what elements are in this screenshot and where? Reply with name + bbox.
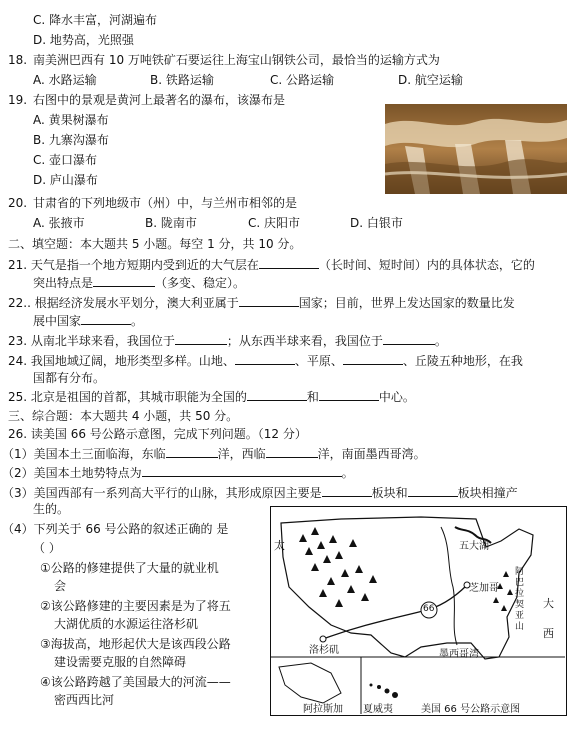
q25-line: [8, 388, 415, 405]
q26-part2-text-b: 。: [341, 466, 354, 480]
q19-option-d: D. 庐山瀑布: [33, 173, 98, 187]
q21-text-d: （多变、稳定）。: [155, 276, 246, 290]
map-caption: 美国 66 号公路示意图: [421, 704, 521, 715]
q21-blank-1[interactable]: [259, 256, 319, 269]
q26-option-2-line2: 大湖优质的水源运往洛杉矶: [54, 617, 199, 631]
q22-line1: [8, 294, 515, 311]
q19-option-c: C. 壶口瀑布: [33, 153, 98, 167]
q24-text-c: 、丘陵五种地形，在我: [402, 354, 523, 368]
section-2-heading: 二、填空题：本大题共 5 小题。每空 1 分，共 10 分。: [8, 237, 302, 251]
alaska-shape: [279, 663, 341, 703]
q22-text-b: 国家；目前，世界上发达国家的数量比发: [298, 296, 515, 310]
q26-part3: [2, 484, 518, 501]
q25-text-c: 中心。: [378, 390, 415, 404]
q26-option-4-line2: 密西西比河: [54, 693, 115, 707]
q21-text-c: 突出特点是: [33, 276, 94, 290]
q26-part3-text-c: 板块相撞产: [457, 486, 518, 500]
waterfall-photo: [385, 104, 567, 194]
q26-blank-plate-2[interactable]: [408, 484, 458, 497]
q24-line1: [8, 352, 523, 369]
map-label-hawaii: 夏威夷: [363, 704, 393, 715]
q24-blank-1[interactable]: [235, 352, 295, 365]
q20-option-a: A. 张掖市: [33, 216, 85, 230]
q26-part1-text-a: （1）美国本土三面临海，东临: [2, 447, 166, 461]
q26-part3-text-b: 板块和: [371, 486, 408, 500]
q26-option-1-line1: ①公路的修建提供了大量的就业机: [40, 561, 219, 575]
q18-option-a: A. 水路运输: [33, 73, 97, 87]
q20-option-c: C. 庆阳市: [248, 216, 301, 230]
q22-blank-1[interactable]: [239, 294, 299, 307]
section-3-heading: 三、综合题：本大题共 4 小题，共 50 分。: [8, 409, 239, 423]
q21-blank-2[interactable]: [93, 274, 155, 287]
q20-text: 甘肃省的下列地级市（州）中，与兰州市相邻的是: [33, 196, 298, 210]
q24-text-b: 、平原、: [294, 354, 343, 368]
q26-blank-terrain[interactable]: [142, 464, 342, 477]
q21-text-b: （长时间、短时间）内的具体状态，它的: [318, 258, 535, 272]
q18-number: 18.: [8, 53, 28, 67]
map-label-alaska: 阿拉斯加: [303, 704, 343, 715]
q22-blank-2[interactable]: [81, 312, 131, 325]
map-label-route-66: 66: [423, 604, 435, 614]
map-label-chicago: 芝加哥: [469, 583, 499, 594]
q23-text-a: 23. 从南北半球来看，我国位于: [8, 334, 175, 348]
mountains-west: [299, 527, 377, 607]
q21-text-a: 21. 天气是指一个地方短期内受到近的大气层在: [8, 258, 259, 272]
map-label-pacific: 太: [274, 539, 285, 552]
q26-option-4-line1: ④该公路跨越了美国最大的河流——: [40, 675, 231, 689]
q26-option-3-line2: 建设需要克服的自然障碍: [54, 655, 187, 669]
q22-text-c: 展中国家: [33, 314, 82, 328]
q22-text-a: 22.. 根据经济发展水平划分，澳大利亚属于: [8, 296, 239, 310]
q17-option-c: C. 降水丰富，河湖遍布: [33, 13, 158, 27]
map-label-atlantic-2: 西: [543, 627, 554, 640]
q24-blank-2[interactable]: [343, 352, 403, 365]
q26-option-3-line1: ③海拔高，地形起伏大是该西段公路: [40, 637, 231, 651]
q19-text: 右图中的景观是黄河上最著名的瀑布，该瀑布是: [33, 93, 286, 107]
q20-number: 20.: [8, 196, 28, 210]
map-label-great-lakes: 五大湖: [459, 541, 489, 552]
q26-part2: [2, 464, 354, 481]
q26-part1-text-c: 洋，南面墨西哥湾。: [317, 447, 426, 461]
q21-line2: [33, 274, 245, 291]
q21-line1: [8, 256, 535, 273]
map-label-appalachian: 阿 巴 拉 契 亚 山: [515, 567, 525, 632]
q26-part1: [2, 445, 426, 462]
q23-line: [8, 332, 447, 349]
q22-text-d: 。: [131, 314, 144, 328]
q18-option-c: C. 公路运输: [270, 73, 335, 87]
q26-part2-text-a: （2）美国本土地势特点为: [2, 466, 142, 480]
q17-option-d: D. 地势高，光照强: [33, 33, 134, 47]
q26-blank-east-ocean[interactable]: [166, 445, 218, 458]
mississippi-river: [441, 527, 457, 645]
q23-blank-1[interactable]: [175, 332, 227, 345]
q26-part4-answer-paren[interactable]: （ ）: [33, 541, 61, 555]
q25-text-b: 和: [306, 390, 319, 404]
q18-text: 南美洲巴西有 10 万吨铁矿石要运往上海宝山钢铁公司，最恰当的运输方式为: [33, 53, 440, 67]
q25-text-a: 25. 北京是祖国的首都，其城市职能为全国的: [8, 390, 247, 404]
q26-heading: 26. 读美国 66 号公路示意图，完成下列问题。（12 分）: [8, 427, 307, 441]
q20-option-b: B. 陇南市: [145, 216, 197, 230]
q26-part3-text-a: （3）美国西部有一系列高大平行的山脉，其形成原因主要是: [2, 486, 322, 500]
q26-part3-cont: 生的。: [33, 502, 70, 516]
q18-option-b: B. 铁路运输: [150, 73, 214, 87]
q26-blank-plate-1[interactable]: [322, 484, 372, 497]
q19-option-a: A. 黄果树瀑布: [33, 113, 109, 127]
map-label-gulf-of-mexico: 墨西哥湾: [439, 649, 479, 660]
us-route-66-map: [270, 506, 567, 716]
q19-number: 19.: [8, 93, 28, 107]
hawaii-islands: [370, 684, 399, 699]
q24-text-a: 24. 我国地域辽阔，地形类型多样。山地、: [8, 354, 235, 368]
q26-part1-text-b: 洋，西临: [217, 447, 266, 461]
q26-part4-stem: （4）下列关于 66 号公路的叙述正确的 是: [2, 522, 229, 536]
map-label-los-angeles: 洛杉矶: [309, 645, 339, 656]
q26-option-1-line2: 会: [54, 579, 67, 593]
q25-blank-2[interactable]: [319, 388, 379, 401]
q23-blank-2[interactable]: [383, 332, 435, 345]
q22-line2: [33, 312, 143, 329]
q24-line2: 国都有分布。: [33, 371, 106, 385]
q26-blank-west-ocean[interactable]: [266, 445, 318, 458]
q23-text-b: ；从东西半球来看，我国位于: [226, 334, 383, 348]
q19-option-b: B. 九寨沟瀑布: [33, 133, 109, 147]
q26-option-2-line1: ②该公路修建的主要因素是为了将五: [40, 599, 231, 613]
map-label-atlantic-1: 大: [543, 597, 554, 610]
q18-option-d: D. 航空运输: [398, 73, 463, 87]
q20-option-d: D. 白银市: [350, 216, 403, 230]
q25-blank-1[interactable]: [247, 388, 307, 401]
q23-text-c: 。: [434, 334, 447, 348]
